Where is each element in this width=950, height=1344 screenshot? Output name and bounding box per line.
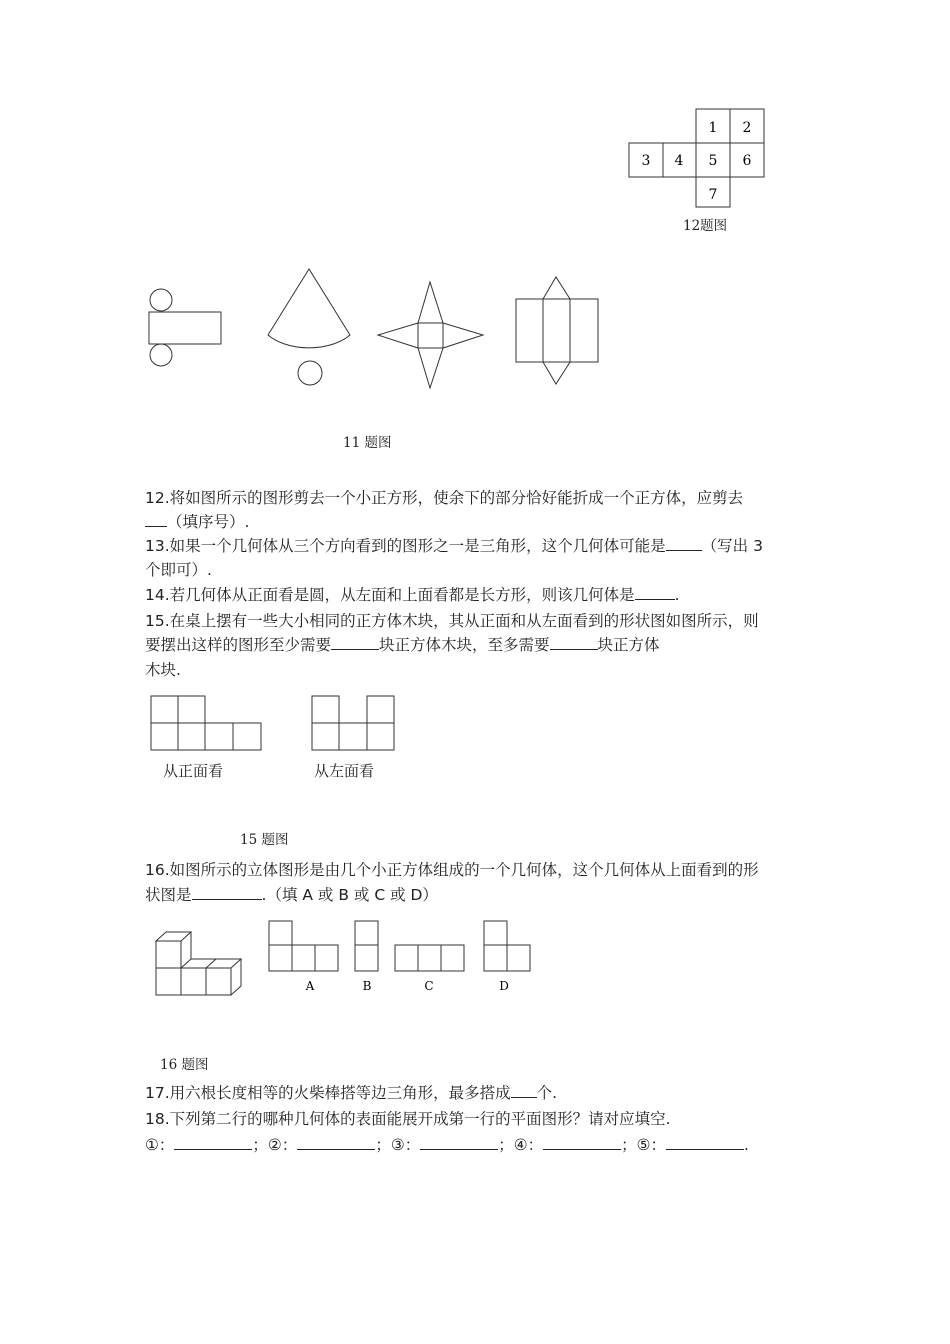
fig12-cell-1: 1 bbox=[708, 120, 718, 136]
fig11-caption: 11 题图 bbox=[343, 435, 392, 451]
fig11-prism-net bbox=[513, 273, 603, 388]
fig16-caption: 16 题图 bbox=[160, 1057, 209, 1073]
fig11-cone-net bbox=[262, 265, 357, 390]
question-16-line2: 状图是 .（填 A 或 B 或 C 或 D） bbox=[145, 883, 438, 907]
answer-blank-15-min[interactable] bbox=[331, 633, 379, 650]
fig16-option-d-label: D bbox=[499, 979, 509, 993]
fig16-option-c-label: C bbox=[424, 979, 434, 993]
answer-blank-18-5[interactable] bbox=[666, 1133, 744, 1150]
fig12-cell-6: 6 bbox=[742, 153, 752, 169]
fig16-option-b-label: B bbox=[362, 979, 372, 993]
question-13-line1: 13.如果一个几何体从三个方向看到的图形之一是三角形，这个几何体可能是 （写出 3 bbox=[145, 534, 763, 558]
fig16-option-d bbox=[483, 920, 535, 995]
answer-blank-14[interactable] bbox=[635, 583, 675, 600]
fig15-left-label: 从左面看 bbox=[314, 762, 375, 780]
question-17: 17.用六根长度相等的火柴棒搭等边三角形，最多搭成 个. bbox=[145, 1081, 557, 1105]
answer-blank-17[interactable] bbox=[511, 1081, 537, 1098]
fig12-cell-2: 2 bbox=[742, 120, 752, 136]
fig15-front-label: 从正面看 bbox=[163, 762, 224, 780]
question-15-line2: 要摆出这样的图形至少需要 块正方体木块，至多需要 块正方体 bbox=[145, 633, 660, 657]
question-16-line1: 16.如图所示的立体图形是由几个小正方体组成的一个几何体，这个几何体从上面看到的形 bbox=[145, 861, 759, 879]
fig12-cell-3: 3 bbox=[641, 153, 651, 169]
answer-blank-12[interactable] bbox=[145, 510, 167, 527]
fig12-caption: 12题图 bbox=[683, 218, 728, 234]
fig11-pyramid-net bbox=[375, 280, 487, 392]
fig16-option-a bbox=[268, 920, 343, 995]
fig15-front-view bbox=[150, 695, 265, 755]
fig11-cylinder-net bbox=[145, 285, 225, 375]
question-12-line2: （填序号）. bbox=[145, 510, 249, 534]
answer-blank-18-3[interactable] bbox=[420, 1133, 498, 1150]
question-13-line2: 个即可）. bbox=[145, 561, 212, 579]
fig12-cell-4: 4 bbox=[674, 153, 684, 169]
question-15-line1: 15.在桌上摆有一些大小相同的正方体木块，其从正面和从左面看到的形状图如图所示，则 bbox=[145, 612, 759, 630]
answer-blank-13[interactable] bbox=[666, 534, 702, 551]
fig16-option-a-label: A bbox=[305, 979, 315, 993]
fig16-solid bbox=[150, 925, 250, 1000]
fig15-caption: 15 题图 bbox=[240, 832, 289, 848]
question-15-line3: 木块. bbox=[145, 661, 181, 679]
fig12-cell-7: 7 bbox=[708, 187, 718, 203]
fig16-option-c bbox=[394, 920, 469, 995]
answer-blank-15-max[interactable] bbox=[550, 633, 598, 650]
answer-blank-18-1[interactable] bbox=[174, 1133, 252, 1150]
question-18-line1: 18.下列第二行的哪种几何体的表面能展开成第一行的平面图形？请对应填空. bbox=[145, 1110, 671, 1128]
fig16-option-b bbox=[354, 920, 384, 995]
answer-blank-18-4[interactable] bbox=[543, 1133, 621, 1150]
fig12-cell-5: 5 bbox=[708, 153, 718, 169]
answer-blank-16[interactable] bbox=[192, 883, 262, 900]
fig12-net bbox=[628, 108, 768, 208]
question-18-answers: ①： ；②： ；③： ；④： ；⑤： . bbox=[145, 1133, 749, 1157]
question-12-line1: 12.将如图所示的图形剪去一个小正方形，使余下的部分恰好能折成一个正方体，应剪去 bbox=[145, 489, 744, 507]
answer-blank-18-2[interactable] bbox=[297, 1133, 375, 1150]
fig15-left-view bbox=[311, 695, 401, 755]
question-14: 14.若几何体从正面看是圆，从左面和上面看都是长方形，则该几何体是 . bbox=[145, 583, 680, 607]
